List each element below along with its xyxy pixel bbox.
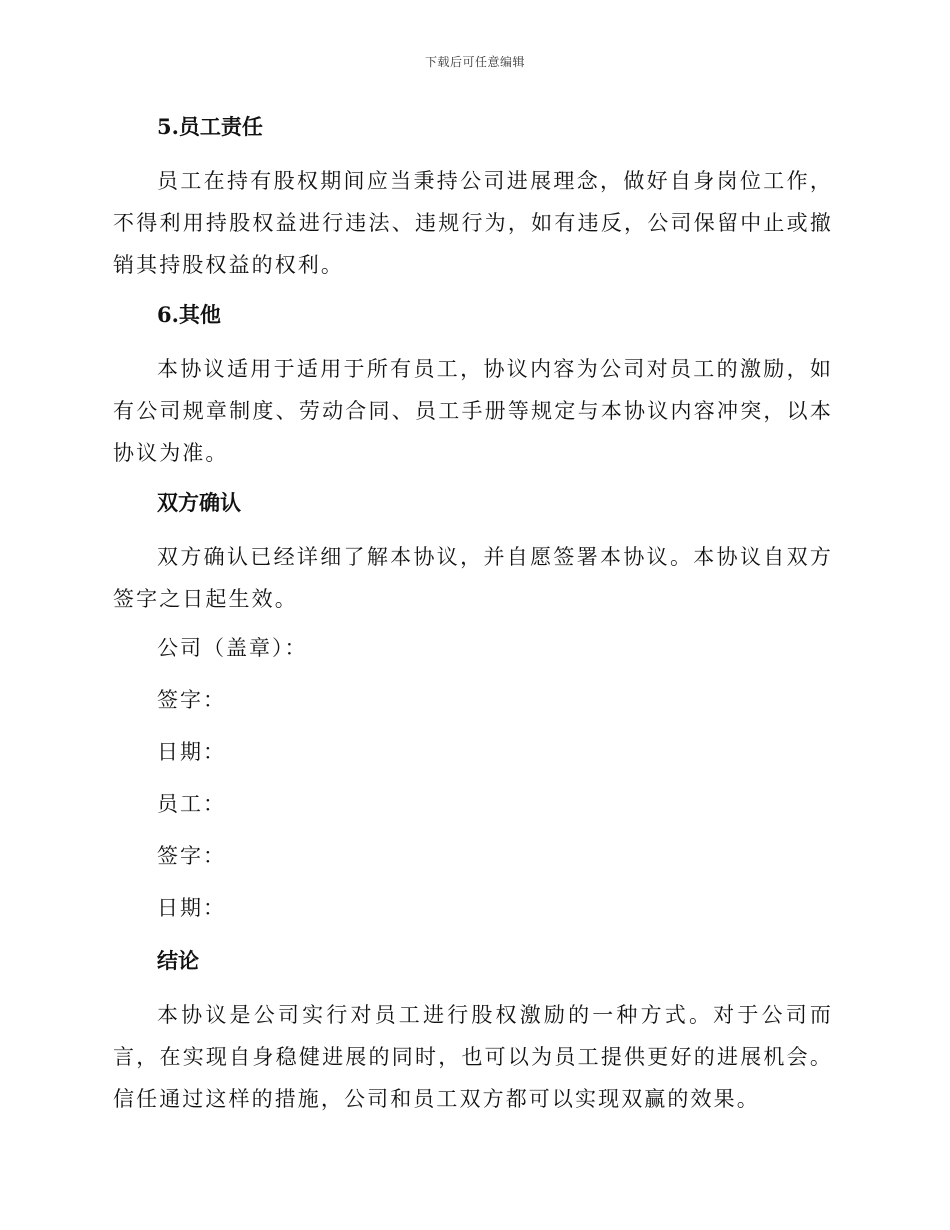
- section-body-mutual-confirmation: 双方确认已经详细了解本协议，并自愿签署本协议。本协议自双方签字之日起生效。: [113, 545, 833, 611]
- employee-date-field: 日期：: [157, 896, 226, 920]
- section-body-employee-responsibility: 员工在持有股权期间应当秉持公司进展理念，做好自身岗位工作，不得利用持股权益进行违法、违规行为，如有违反，公司保留中止或撤销其持股权益的权利。: [113, 169, 833, 277]
- section-title-other: 6.其他: [157, 302, 221, 327]
- company-signature-field: 签字：: [157, 688, 226, 712]
- company-seal-field: 公司（盖章）：: [157, 636, 308, 660]
- employee-signature-field: 签字：: [157, 844, 226, 868]
- section-body-other: 本协议适用于适用于所有员工，协议内容为公司对员工的激励，如有公司规章制度、劳动合同、员工手册等规定与本协议内容冲突，以本协议为准。: [113, 357, 833, 465]
- conclusion-body: 本协议是公司实行对员工进行股权激励的一种方式。对于公司而言，在实现自身稳健进展的同时，也可以为员工提供更好的进展机会。信任通过这样的措施，公司和员工双方都可以实现双赢的效果。: [113, 1003, 833, 1111]
- company-date-field: 日期：: [157, 740, 226, 764]
- section-title-employee-responsibility: 5.员工责任: [157, 114, 263, 139]
- header-note: 下载后可任意编辑: [424, 55, 525, 69]
- conclusion-title: 结论: [157, 948, 199, 973]
- document-body: [113, 108, 833, 1130]
- employee-field: 员工：: [157, 792, 226, 816]
- section-title-mutual-confirmation: 双方确认: [157, 490, 241, 515]
